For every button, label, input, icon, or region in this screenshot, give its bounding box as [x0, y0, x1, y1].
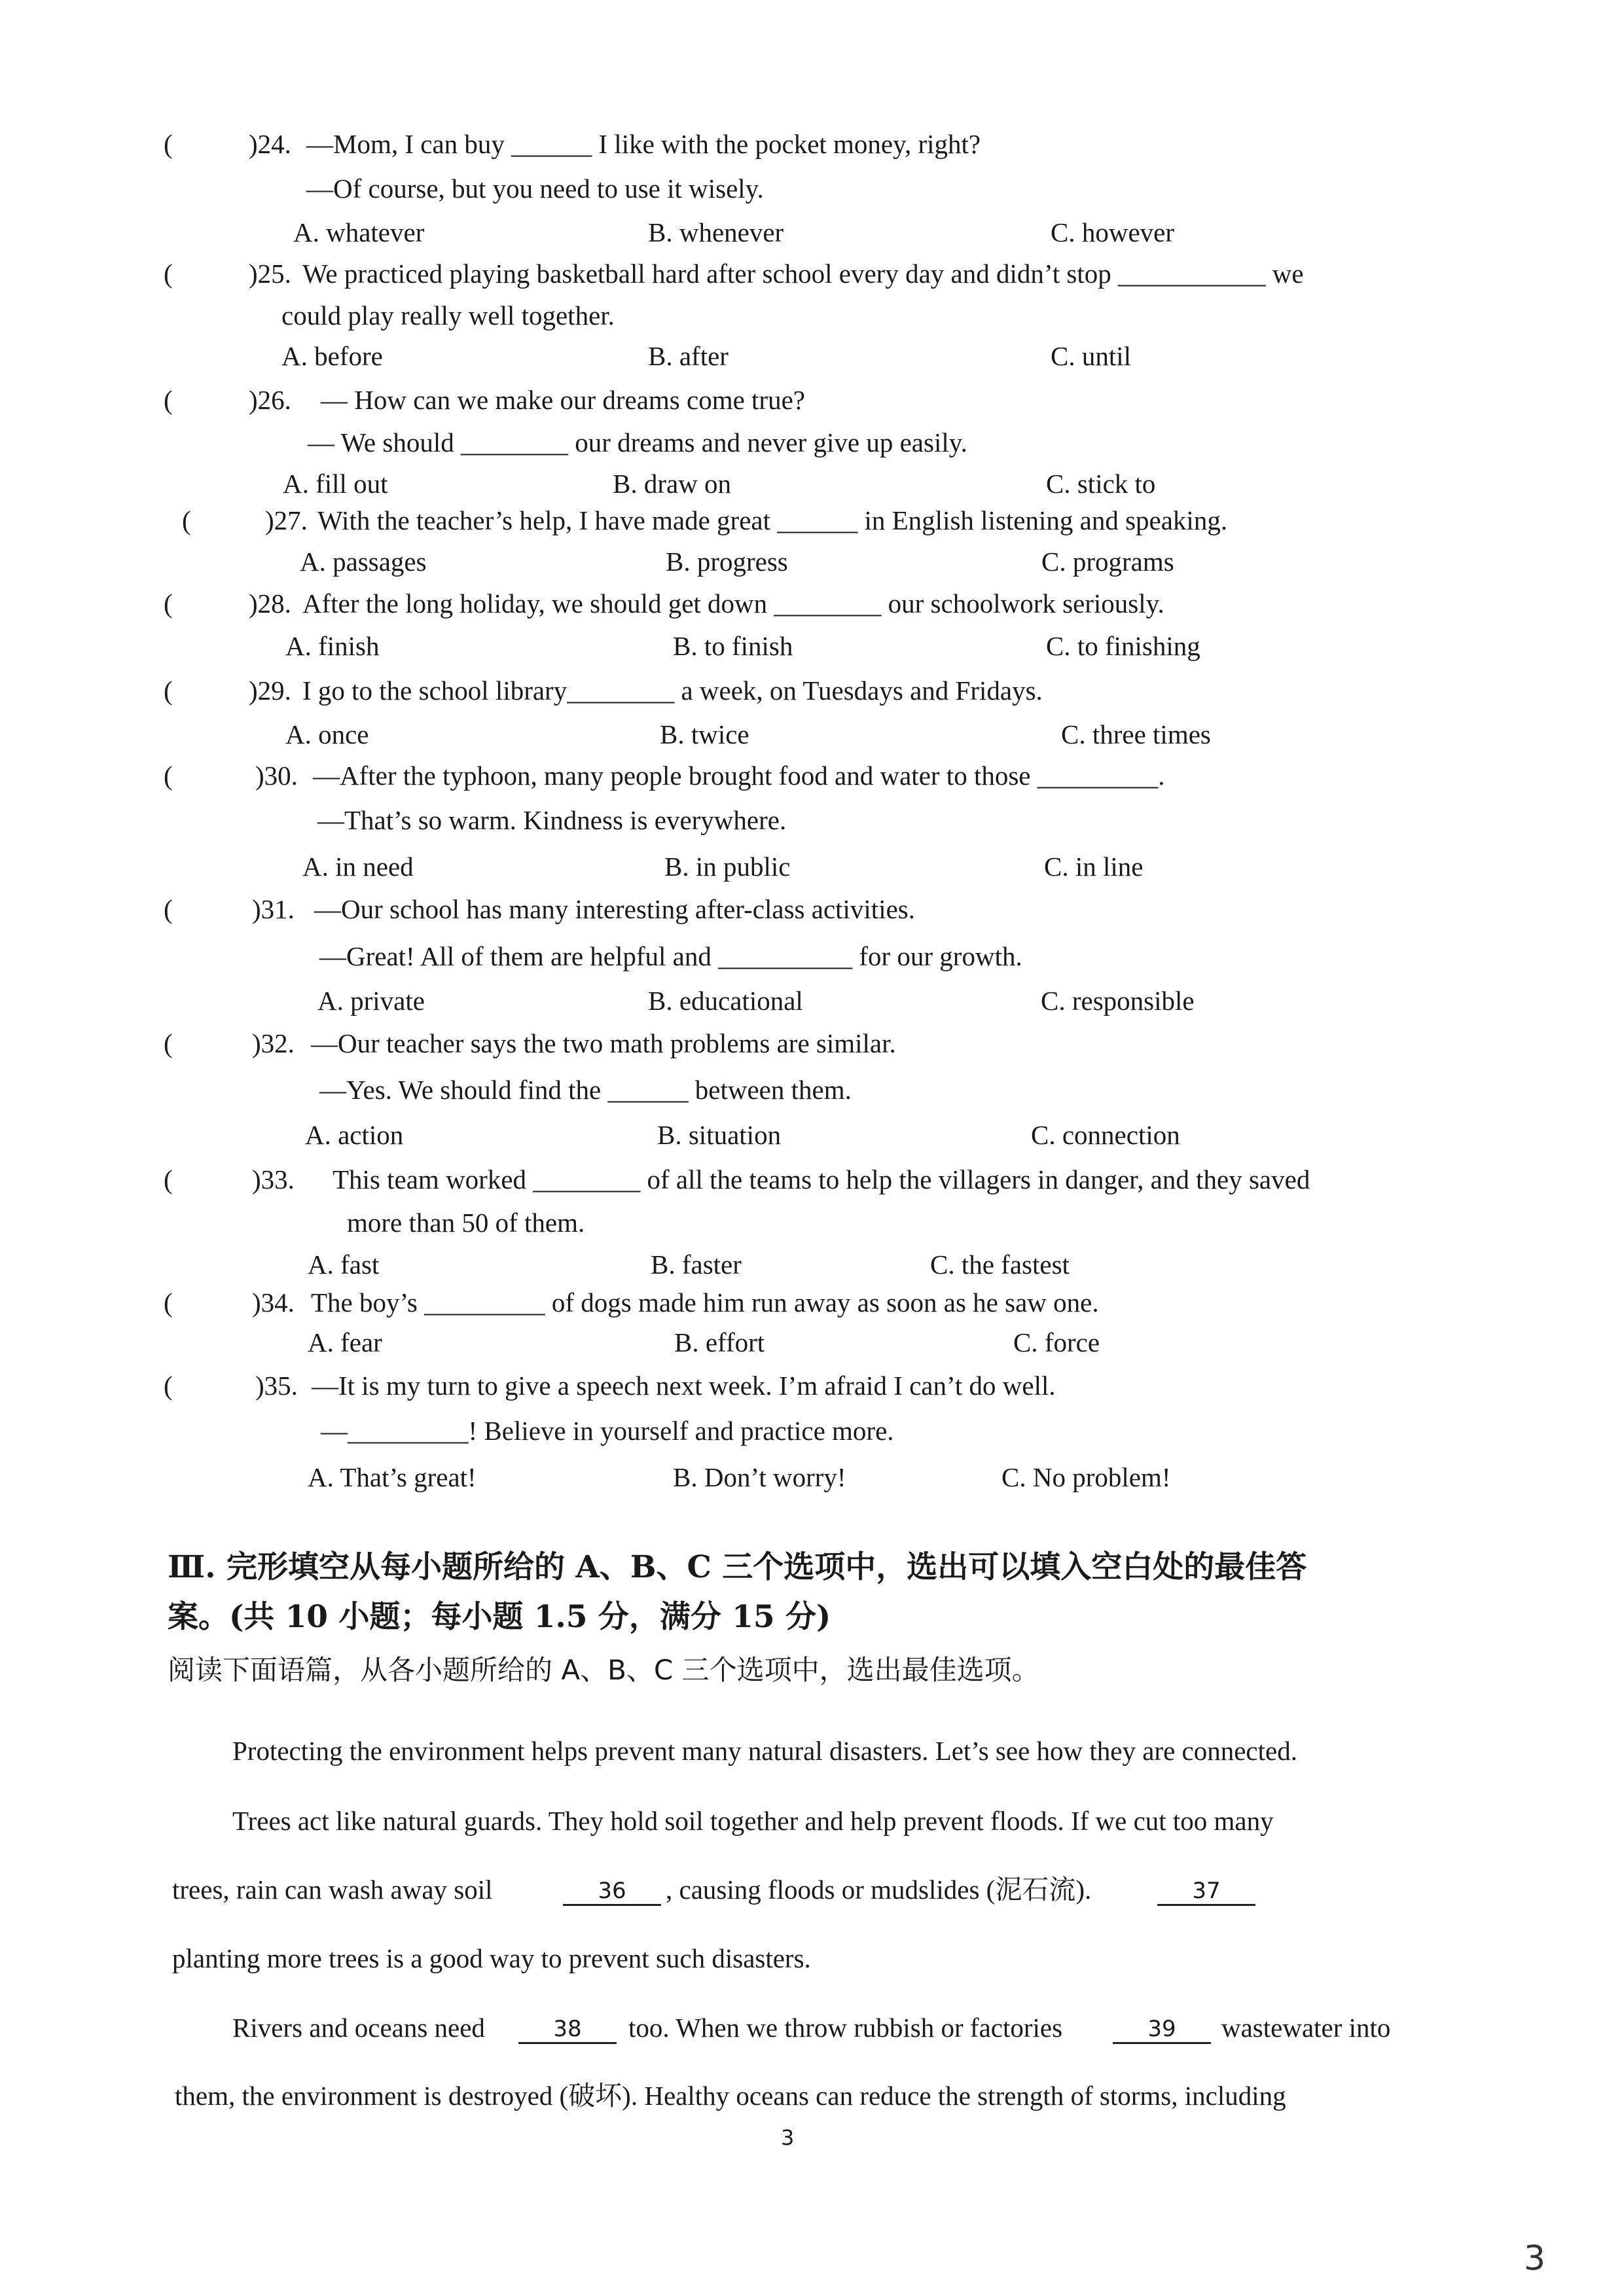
question-number: )26. [249, 385, 291, 415]
passage-paragraph-2-line3: planting more trees is a good way to prevent such disasters. [172, 1943, 811, 1973]
question-number: )31. [252, 894, 295, 924]
question-stem: — How can we make our dreams come true? [321, 385, 805, 415]
answer-paren: ( [164, 588, 173, 619]
option-a: A. action [305, 1120, 404, 1150]
answer-paren: ( [164, 1164, 173, 1194]
option-a: A. fear [308, 1327, 382, 1357]
option-a: A. That’s great! [308, 1462, 477, 1492]
question-stem: — We should ________ our dreams and never give up easily. [308, 427, 967, 457]
option-c: C. until [1051, 341, 1132, 371]
question-stem: After the long holiday, we should get down ________ our schoolwork seriously. [302, 588, 1164, 619]
question-number: )28. [249, 588, 291, 619]
question-stem: —_________! Believe in yourself and practice more. [321, 1416, 894, 1446]
option-a: A. fast [308, 1249, 380, 1280]
option-b: B. effort [674, 1327, 765, 1357]
answer-paren: ( [164, 1028, 173, 1058]
option-c: C. three times [1061, 719, 1211, 749]
option-a: A. private [317, 986, 425, 1016]
section-instruction: 阅读下面语篇，从各小题所给的 A、B、C 三个选项中，选出最佳选项。 [168, 1654, 1039, 1686]
option-a: A. once [285, 719, 369, 749]
option-b: B. educational [648, 986, 803, 1016]
question-stem: —Of course, but you need to use it wisely. [306, 173, 764, 204]
option-c: C. to finishing [1046, 631, 1200, 661]
option-a: A. in need [302, 852, 414, 882]
option-c: C. stick to [1046, 469, 1156, 499]
page-number: 3 [781, 2125, 795, 2150]
question-stem: —Our school has many interesting after-class activities. [314, 894, 915, 924]
option-c: C. connection [1031, 1120, 1180, 1150]
question-stem: —After the typhoon, many people brought food and water to those _________. [313, 761, 1165, 791]
question-stem: —It is my turn to give a speech next week. I’m afraid I can’t do well. [312, 1371, 1056, 1401]
corner-page-number: 3 [1524, 2239, 1546, 2278]
passage-paragraph-2-line1: Trees act like natural guards. They hold soil together and help prevent floods. If we cut too many [232, 1806, 1274, 1836]
passage-paragraph-3-line2: them, the environment is destroyed (破坏). Healthy oceans can reduce the strength of storms, including [175, 2081, 1286, 2111]
question-number: )27. [265, 505, 308, 535]
passage-paragraph-1: Protecting the environment helps prevent many natural disasters. Let’s see how they are connected. [232, 1736, 1297, 1766]
option-a: A. passages [300, 547, 427, 577]
question-stem: more than 50 of them. [347, 1208, 585, 1238]
option-a: A. finish [285, 631, 380, 661]
question-stem: With the teacher’s help, I have made great ______ in English listening and speaking. [317, 505, 1228, 535]
answer-paren: ( [164, 259, 173, 289]
option-a: A. whatever [293, 217, 425, 247]
passage-paragraph-2-line2b: , causing floods or mudslides (泥石流). [666, 1874, 1092, 1905]
option-b: B. after [648, 341, 729, 371]
cloze-blank-39: 39 [1113, 2018, 1211, 2044]
option-b: B. twice [660, 719, 749, 749]
passage-paragraph-2-line2a: trees, rain can wash away soil [172, 1874, 493, 1905]
option-a: A. before [281, 341, 383, 371]
option-c: C. programs [1041, 547, 1174, 577]
answer-paren: ( [164, 385, 173, 415]
question-stem: —Great! All of them are helpful and __________ for our growth. [319, 941, 1022, 971]
option-c: C. No problem! [1001, 1462, 1171, 1492]
option-a: A. fill out [283, 469, 388, 499]
question-number: )35. [255, 1371, 298, 1401]
option-b: B. faster [651, 1249, 742, 1280]
question-stem: —That’s so warm. Kindness is everywhere. [317, 805, 787, 835]
passage-paragraph-3-line1c: wastewater into [1221, 2013, 1391, 2043]
answer-paren: ( [164, 1287, 173, 1318]
cloze-blank-38: 38 [518, 2018, 617, 2044]
option-c: C. however [1051, 217, 1175, 247]
option-b: B. to finish [673, 631, 793, 661]
question-stem: The boy’s _________ of dogs made him run away as soon as he saw one. [311, 1287, 1099, 1318]
question-stem: —Mom, I can buy ______ I like with the pocket money, right? [306, 129, 981, 159]
passage-paragraph-3-line1b: too. When we throw rubbish or factories [628, 2013, 1063, 2043]
answer-paren: ( [164, 894, 173, 924]
option-b: B. situation [657, 1120, 782, 1150]
question-stem: I go to the school library________ a week, on Tuesdays and Fridays. [302, 675, 1043, 706]
option-c: C. in line [1044, 852, 1144, 882]
question-stem: We practiced playing basketball hard after school every day and didn’t stop ___________ we [302, 259, 1304, 289]
answer-paren: ( [164, 675, 173, 706]
cloze-blank-37: 37 [1157, 1880, 1255, 1906]
answer-paren: ( [164, 129, 173, 159]
section-heading-line1: Ⅲ. 完形填空从每小题所给的 A、B、C 三个选项中，选出可以填入空白处的最佳答 [168, 1549, 1307, 1585]
section-heading-line2: 案。(共 10 小题；每小题 1.5 分，满分 15 分) [168, 1599, 831, 1635]
question-number: )32. [252, 1028, 295, 1058]
question-number: )29. [249, 675, 291, 706]
answer-paren: ( [164, 761, 173, 791]
answer-paren: ( [164, 1371, 173, 1401]
question-stem: could play really well together. [281, 300, 615, 331]
option-b: B. draw on [613, 469, 732, 499]
question-number: )24. [249, 129, 291, 159]
question-number: )33. [252, 1164, 295, 1194]
question-number: )30. [255, 761, 298, 791]
option-c: C. responsible [1041, 986, 1195, 1016]
question-stem: —Yes. We should find the ______ between them. [319, 1075, 852, 1105]
option-c: C. the fastest [930, 1249, 1070, 1280]
question-stem: —Our teacher says the two math problems are similar. [311, 1028, 896, 1058]
question-number: )25. [249, 259, 291, 289]
option-b: B. progress [666, 547, 788, 577]
question-number: )34. [252, 1287, 295, 1318]
option-b: B. whenever [648, 217, 784, 247]
question-stem: This team worked ________ of all the teams to help the villagers in danger, and they saved [333, 1164, 1310, 1194]
answer-paren: ( [182, 505, 191, 535]
option-b: B. in public [664, 852, 791, 882]
option-b: B. Don’t worry! [673, 1462, 846, 1492]
option-c: C. force [1013, 1327, 1100, 1357]
passage-paragraph-3-line1a: Rivers and oceans need [232, 2013, 485, 2043]
cloze-blank-36: 36 [563, 1880, 661, 1906]
